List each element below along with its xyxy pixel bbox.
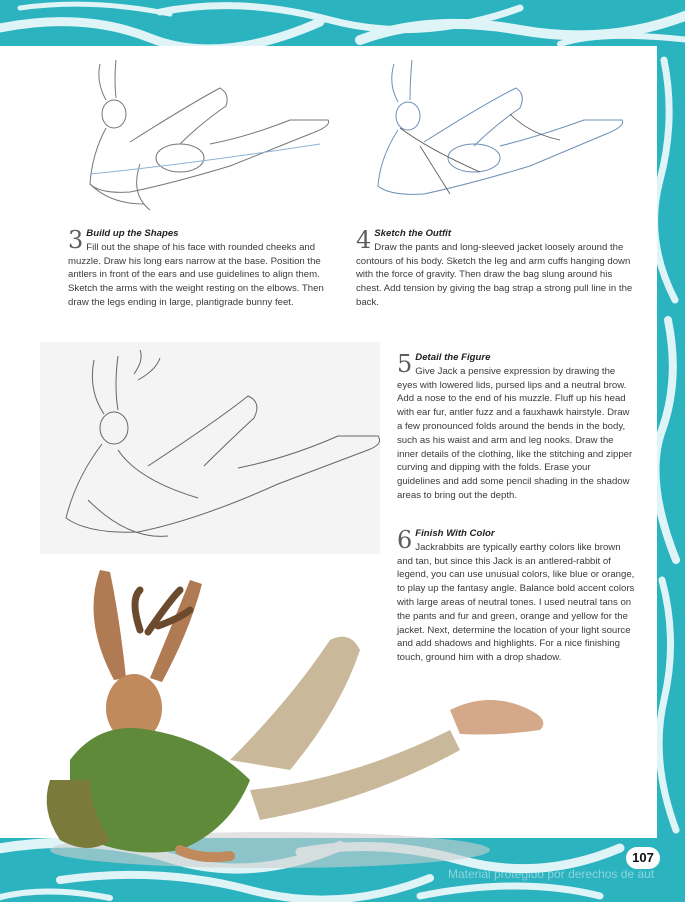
step-4 [356, 227, 634, 310]
sketch-detail-figure [48, 350, 388, 550]
step-5-number: 5 [397, 350, 413, 378]
step-4-title: Sketch the Outfit [374, 228, 452, 239]
step-3 [68, 227, 330, 310]
step-5 [397, 351, 635, 503]
step-5-body: Give Jack a pensive expression by drawing the eyes with lowered lids, pursed lips and a neutral brow. Add a nose to the end of his muzzle. Fluff up his head with ear fur, antler fuzz and a fauxhawk hairstyle. Draw a few pronounced folds around the bends in the body, such as his waist and arm and leg nooks. Draw the inner details of the clothing, like the stitching and zipper curving and dipping with the folds. Erase your guidelines and add some pencil shading in the shadow areas to bring out the depth. [397, 365, 633, 501]
sketch-build-up-shapes [70, 54, 340, 222]
watermark: Material protegido por derechos de aut [448, 867, 655, 881]
step-3-number: 3 [68, 226, 84, 254]
page-number: 107 [626, 847, 660, 869]
step-6-title: Finish With Color [415, 528, 495, 539]
step-3-title: Build up the Shapes [86, 228, 179, 239]
sketch-outfit [360, 54, 632, 222]
step-6-body: Jackrabbits are typically earthy colors like brown and tan, but since this Jack is an antlered-rabbit of legend, you can use unusual colors, like blue or orange, to play up the fantasy angle. Balance bold accent colors with large areas of neutral tones. I used neutral tans on the pants and fur and green, orange and yellow for the jacket. Next, determine the location of your light source and add shadows and highlights. For a nice finishing touch, ground him with a drop shadow. [397, 541, 635, 664]
step-6 [397, 527, 635, 665]
step-6-number: 6 [397, 526, 413, 554]
step-5-title: Detail the Figure [415, 352, 491, 363]
step-4-number: 4 [356, 226, 372, 254]
step-3-body: Fill out the shape of his face with rounded cheeks and muzzle. Draw his long ears narrow at the base. Position the antlers in front of the ears and use guidelines to align them. Sketch the arms with the weight resting on the elbows. Then draw the legs ending in large, plantigrade bunny feet. [68, 241, 324, 308]
step-4-body: Draw the pants and long-sleeved jacket loosely around the contours of his body. Sketch the leg and arm cuffs hanging down with the force of gravity. Then draw the bag slung around his chest. Add tension by giving the bag strap a strong pull line in the back. [356, 241, 633, 308]
